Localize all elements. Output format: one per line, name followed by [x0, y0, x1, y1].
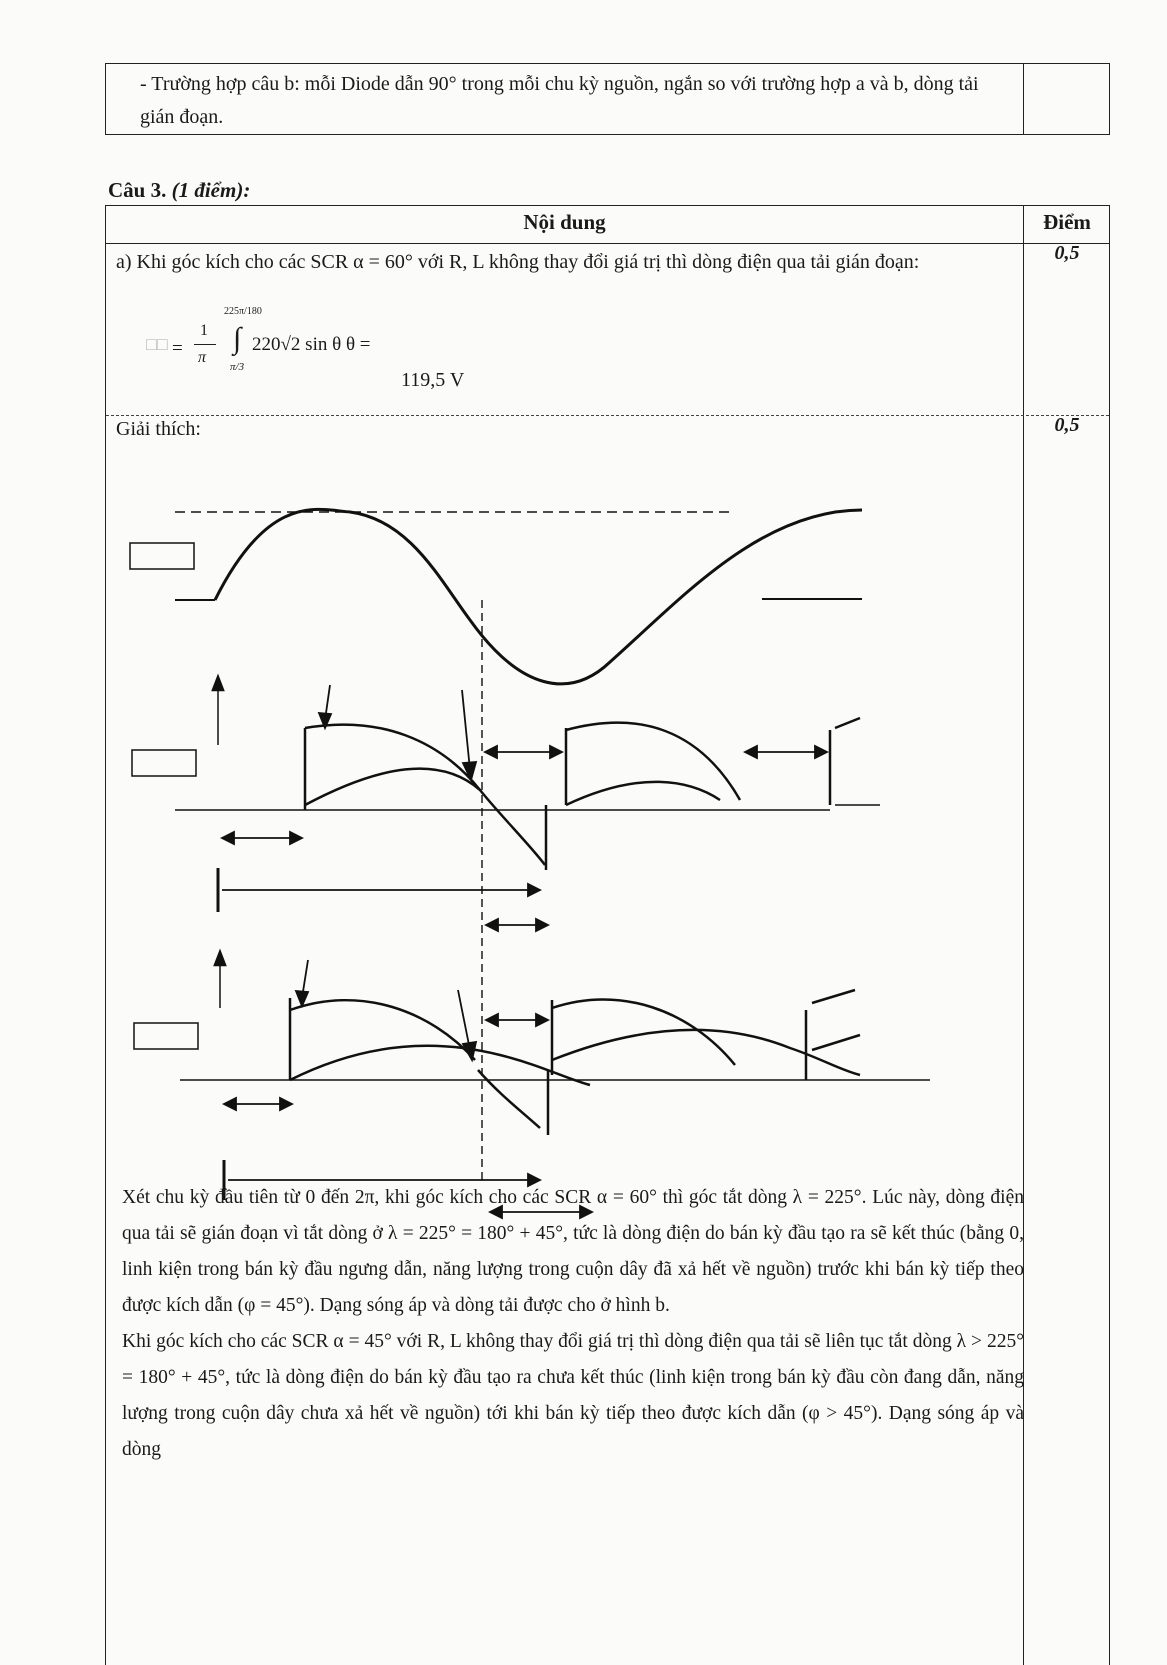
- panel2-gap2-right-head: [815, 746, 827, 758]
- top-row-text: - Trường hợp câu b: mỗi Diode dẫn 90° trong mỗi chu kỳ nguồn, ngắn so với trường hợp a và b, dòng tải gián đoạn.: [140, 73, 979, 128]
- panel3-next-current: [812, 1035, 860, 1050]
- formula-upper-limit: 225π/180: [224, 306, 262, 317]
- panel3-current-tail: [478, 1070, 540, 1128]
- panel2-axis-head: [213, 677, 223, 690]
- panel2-voltage-arc-2: [566, 723, 740, 800]
- panel2-lambda-head: [528, 884, 540, 896]
- panel2-extinction-arrow: [462, 690, 470, 770]
- panel3-gap-right-head: [536, 1014, 548, 1026]
- explain-score: 0,5: [1054, 414, 1080, 436]
- explanation-text: [122, 1180, 1024, 1468]
- formula-lhs-faded: □□: [146, 334, 168, 354]
- panel2-gap2-left-head: [745, 746, 757, 758]
- panel2-alpha-left-head: [222, 832, 234, 844]
- panel2-gap-right-head: [550, 746, 562, 758]
- formula-frac-den: π: [198, 349, 207, 366]
- panel3-axis-head: [215, 952, 225, 965]
- panel2-gap-left-head: [485, 746, 497, 758]
- part-a-score: 0,5: [1054, 242, 1080, 264]
- panel1-label-box: [130, 543, 194, 569]
- explanation-paragraph-1: Xét chu kỳ đầu tiên từ 0 đến 2π, khi góc kích cho các SCR α = 60° thì góc tắt dòng λ = 225°. Lúc này, dòng điện qua tải sẽ gián đoạn vì tắt dòng ở λ = 225° = 180° + 45°, tức là dòng điện do bán kỳ đầu tạo ra sẽ kết thúc (bằng 0, linh kiện trong bán kỳ đầu ngưng dẫn, năng lượng trong cuộn dây đã xả hết về nguồn) trước khi bán kỳ tiếp theo được kích dẫn (φ = 45°). Dạng sóng áp và dòng tải được cho ở hình b.: [122, 1187, 1024, 1316]
- panel3-trigger-arrowhead-1: [296, 991, 308, 1006]
- formula-frac-num: 1: [200, 322, 208, 339]
- panel3-voltage-arc-2: [552, 999, 735, 1065]
- panel2-label-box: [132, 750, 196, 776]
- panel2-extinction-arrowhead: [463, 762, 476, 780]
- integral-sign: ∫: [233, 322, 242, 355]
- panel3-voltage-arc-1: [290, 1000, 475, 1060]
- source-sine-wave: [215, 509, 862, 684]
- panel2-current-1: [305, 769, 545, 865]
- panel2-next-arc: [835, 718, 860, 728]
- question-number: Câu 3.: [108, 178, 167, 202]
- question-points: (1 điểm):: [171, 178, 251, 202]
- part-a-text: a) Khi góc kích cho các SCR α = 60° với R, L không thay đổi giá trị thì dòng điện qua tải gián đoạn:: [116, 251, 920, 273]
- panel3-alpha-left-head: [224, 1098, 236, 1110]
- explain-label: Giải thích:: [116, 418, 201, 440]
- panel3-next-arc: [812, 990, 855, 1003]
- formula-result: 119,5 V: [401, 369, 465, 391]
- panel2-current-2: [566, 782, 720, 805]
- formula-integrand: 220√2 sin θ θ =: [252, 334, 371, 355]
- panel3-alpha-right-head: [280, 1098, 292, 1110]
- formula-equals: =: [172, 338, 183, 359]
- header-score: Điểm: [1043, 210, 1091, 234]
- panel3-label-box: [134, 1023, 198, 1049]
- panel3-extinction-arrow: [458, 990, 470, 1050]
- panel2-phi-right-head: [536, 919, 548, 931]
- panel3-gap-left-head: [486, 1014, 498, 1026]
- formula-lower-limit: π/3: [230, 361, 245, 373]
- header-content: Nội dung: [523, 210, 606, 234]
- panel2-voltage-arc-1: [305, 725, 480, 790]
- explanation-paragraph-2: Khi góc kích cho các SCR α = 45° với R, L không thay đổi giá trị thì dòng điện qua tải sẽ liên tục tắt dòng λ > 225° = 180° + 45°, tức là dòng điện do bán kỳ đầu tạo ra chưa kết thúc (linh kiện trong bán kỳ đầu còn đang dẫn, năng lượng trong cuộn dây chưa xả hết về nguồn) tới khi bán kỳ tiếp theo được kích dẫn (φ > 45°). Dạng sóng áp và dòng: [122, 1331, 1024, 1460]
- panel3-current-1: [290, 1046, 590, 1085]
- panel2-phi-left-head: [486, 919, 498, 931]
- panel2-alpha-right-head: [290, 832, 302, 844]
